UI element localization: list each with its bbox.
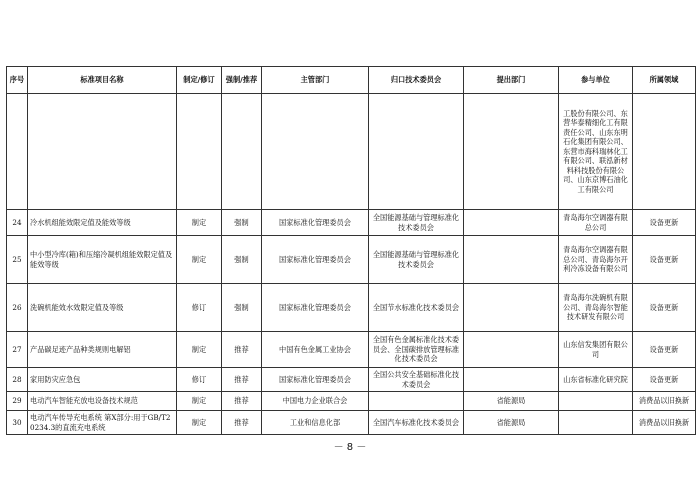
table-row: [7, 332, 696, 368]
cell-type: 修订: [177, 368, 222, 392]
cell-field: [633, 94, 696, 210]
table-row: [7, 368, 696, 392]
cell-committee: 全国节水标准化技术委员会: [369, 284, 464, 332]
cell-level: 推荐: [222, 411, 262, 435]
cell-name: 冷水机组能效限定值及能效等级: [28, 210, 177, 236]
cell-field: 设备更新: [633, 236, 696, 284]
cell-field: 设备更新: [633, 332, 696, 368]
cell-field: 设备更新: [633, 284, 696, 332]
table-row: [7, 210, 696, 236]
cell-level: 推荐: [222, 392, 262, 411]
table-row: [7, 392, 696, 411]
cell-units: [559, 411, 633, 435]
header-proposer: 提出部门: [464, 67, 559, 94]
cell-committee: 全国公共安全基础标准化技术委员会: [369, 368, 464, 392]
cell-no: 29: [7, 392, 28, 411]
cell-proposer: [464, 94, 559, 210]
cell-name: 洗碗机能效水效限定值及等级: [28, 284, 177, 332]
header-field: 所属领域: [633, 67, 696, 94]
cell-field: 消费品以旧换新: [633, 392, 696, 411]
header-serial: 序号: [7, 67, 28, 94]
cell-no: 30: [7, 411, 28, 435]
cell-name: [28, 94, 177, 210]
cell-no: 24: [7, 210, 28, 236]
cell-committee: 全国汽车标准化技术委员会: [369, 411, 464, 435]
cell-name: 产品碳足迹产品种类规则电解铝: [28, 332, 177, 368]
cell-committee: [369, 94, 464, 210]
cell-units: 青岛海尔空调器有限总公司: [559, 210, 633, 236]
cell-type: [177, 94, 222, 210]
cell-field: 设备更新: [633, 210, 696, 236]
cell-proposer: 省能源局: [464, 392, 559, 411]
cell-dept: [262, 94, 369, 210]
page-number: － 8 －: [333, 442, 367, 453]
cell-no: 27: [7, 332, 28, 368]
cell-no: 25: [7, 236, 28, 284]
header-dept: 主管部门: [262, 67, 369, 94]
cell-dept: 国家标准化管理委员会: [262, 284, 369, 332]
cell-name: 电动汽车智能充放电设备技术规范: [28, 392, 177, 411]
header-level: 强制/推荐: [222, 67, 262, 94]
table-body: [7, 94, 696, 435]
cell-level: 强制: [222, 236, 262, 284]
cell-field: 消费品以旧换新: [633, 411, 696, 435]
table-row: [7, 284, 696, 332]
cell-no: [7, 94, 28, 210]
cell-units: 工股份有限公司、东营华泰精细化工有限责任公司、山东东明石化集团有限公司、东营市海科瑞林化工有限公司、联泓新材料科技股份有限公司、山东京博石油化工有限公司: [559, 94, 633, 210]
cell-proposer: [464, 236, 559, 284]
cell-field: 设备更新: [633, 368, 696, 392]
cell-type: 制定: [177, 411, 222, 435]
header-row: [7, 67, 696, 94]
cell-units: [559, 392, 633, 411]
cell-committee: 全国能源基础与管理标准化技术委员会: [369, 210, 464, 236]
cell-proposer: [464, 210, 559, 236]
cell-dept: 中国电力企业联合会: [262, 392, 369, 411]
cell-level: 强制: [222, 210, 262, 236]
header-name: 标准项目名称: [28, 67, 177, 94]
cell-proposer: [464, 368, 559, 392]
cell-level: [222, 94, 262, 210]
cell-units: 青岛海尔洗碗机有限公司、青岛海尔智能技术研发有限公司: [559, 284, 633, 332]
cell-units: 山东信发集团有限公司: [559, 332, 633, 368]
cell-dept: 国家标准化管理委员会: [262, 236, 369, 284]
table-header: [7, 67, 696, 94]
header-type: 制定/修订: [177, 67, 222, 94]
table-row: [7, 236, 696, 284]
cell-committee: [369, 392, 464, 411]
cell-proposer: 省能源局: [464, 411, 559, 435]
cell-committee: 全国有色金属标准化技术委员会、全国碳排放管理标准化技术委员会: [369, 332, 464, 368]
header-units: 参与单位: [559, 67, 633, 94]
header-committee: 归口技术委员会: [369, 67, 464, 94]
cell-units: 山东省标准化研究院: [559, 368, 633, 392]
cell-dept: 国家标准化管理委员会: [262, 210, 369, 236]
cell-proposer: [464, 332, 559, 368]
cell-no: 28: [7, 368, 28, 392]
cell-type: 制定: [177, 392, 222, 411]
cell-type: 制定: [177, 236, 222, 284]
table-row: [7, 411, 696, 435]
cell-name: 中小型冷库(箱)和压缩冷凝机组能效限定值及能效等级: [28, 236, 177, 284]
cell-name: 家用防灾应急包: [28, 368, 177, 392]
cell-level: 推荐: [222, 368, 262, 392]
cell-dept: 国家标准化管理委员会: [262, 368, 369, 392]
cell-committee: 全国能源基础与管理标准化技术委员会: [369, 236, 464, 284]
cell-level: 强制: [222, 284, 262, 332]
cell-units: 青岛海尔空调器有限总公司、青岛海尔开利冷冻设备有限公司: [559, 236, 633, 284]
standards-table: [6, 66, 696, 435]
cell-level: 推荐: [222, 332, 262, 368]
cell-dept: 中国有色金属工业协会: [262, 332, 369, 368]
cell-name: 电动汽车传导充电系统 第X部分:用于GB/T20234.3的直流充电系统: [28, 411, 177, 435]
cell-dept: 工业和信息化部: [262, 411, 369, 435]
cell-type: 修订: [177, 284, 222, 332]
table-row: [7, 94, 696, 210]
cell-proposer: [464, 284, 559, 332]
cell-type: 制定: [177, 210, 222, 236]
cell-no: 26: [7, 284, 28, 332]
cell-type: 制定: [177, 332, 222, 368]
